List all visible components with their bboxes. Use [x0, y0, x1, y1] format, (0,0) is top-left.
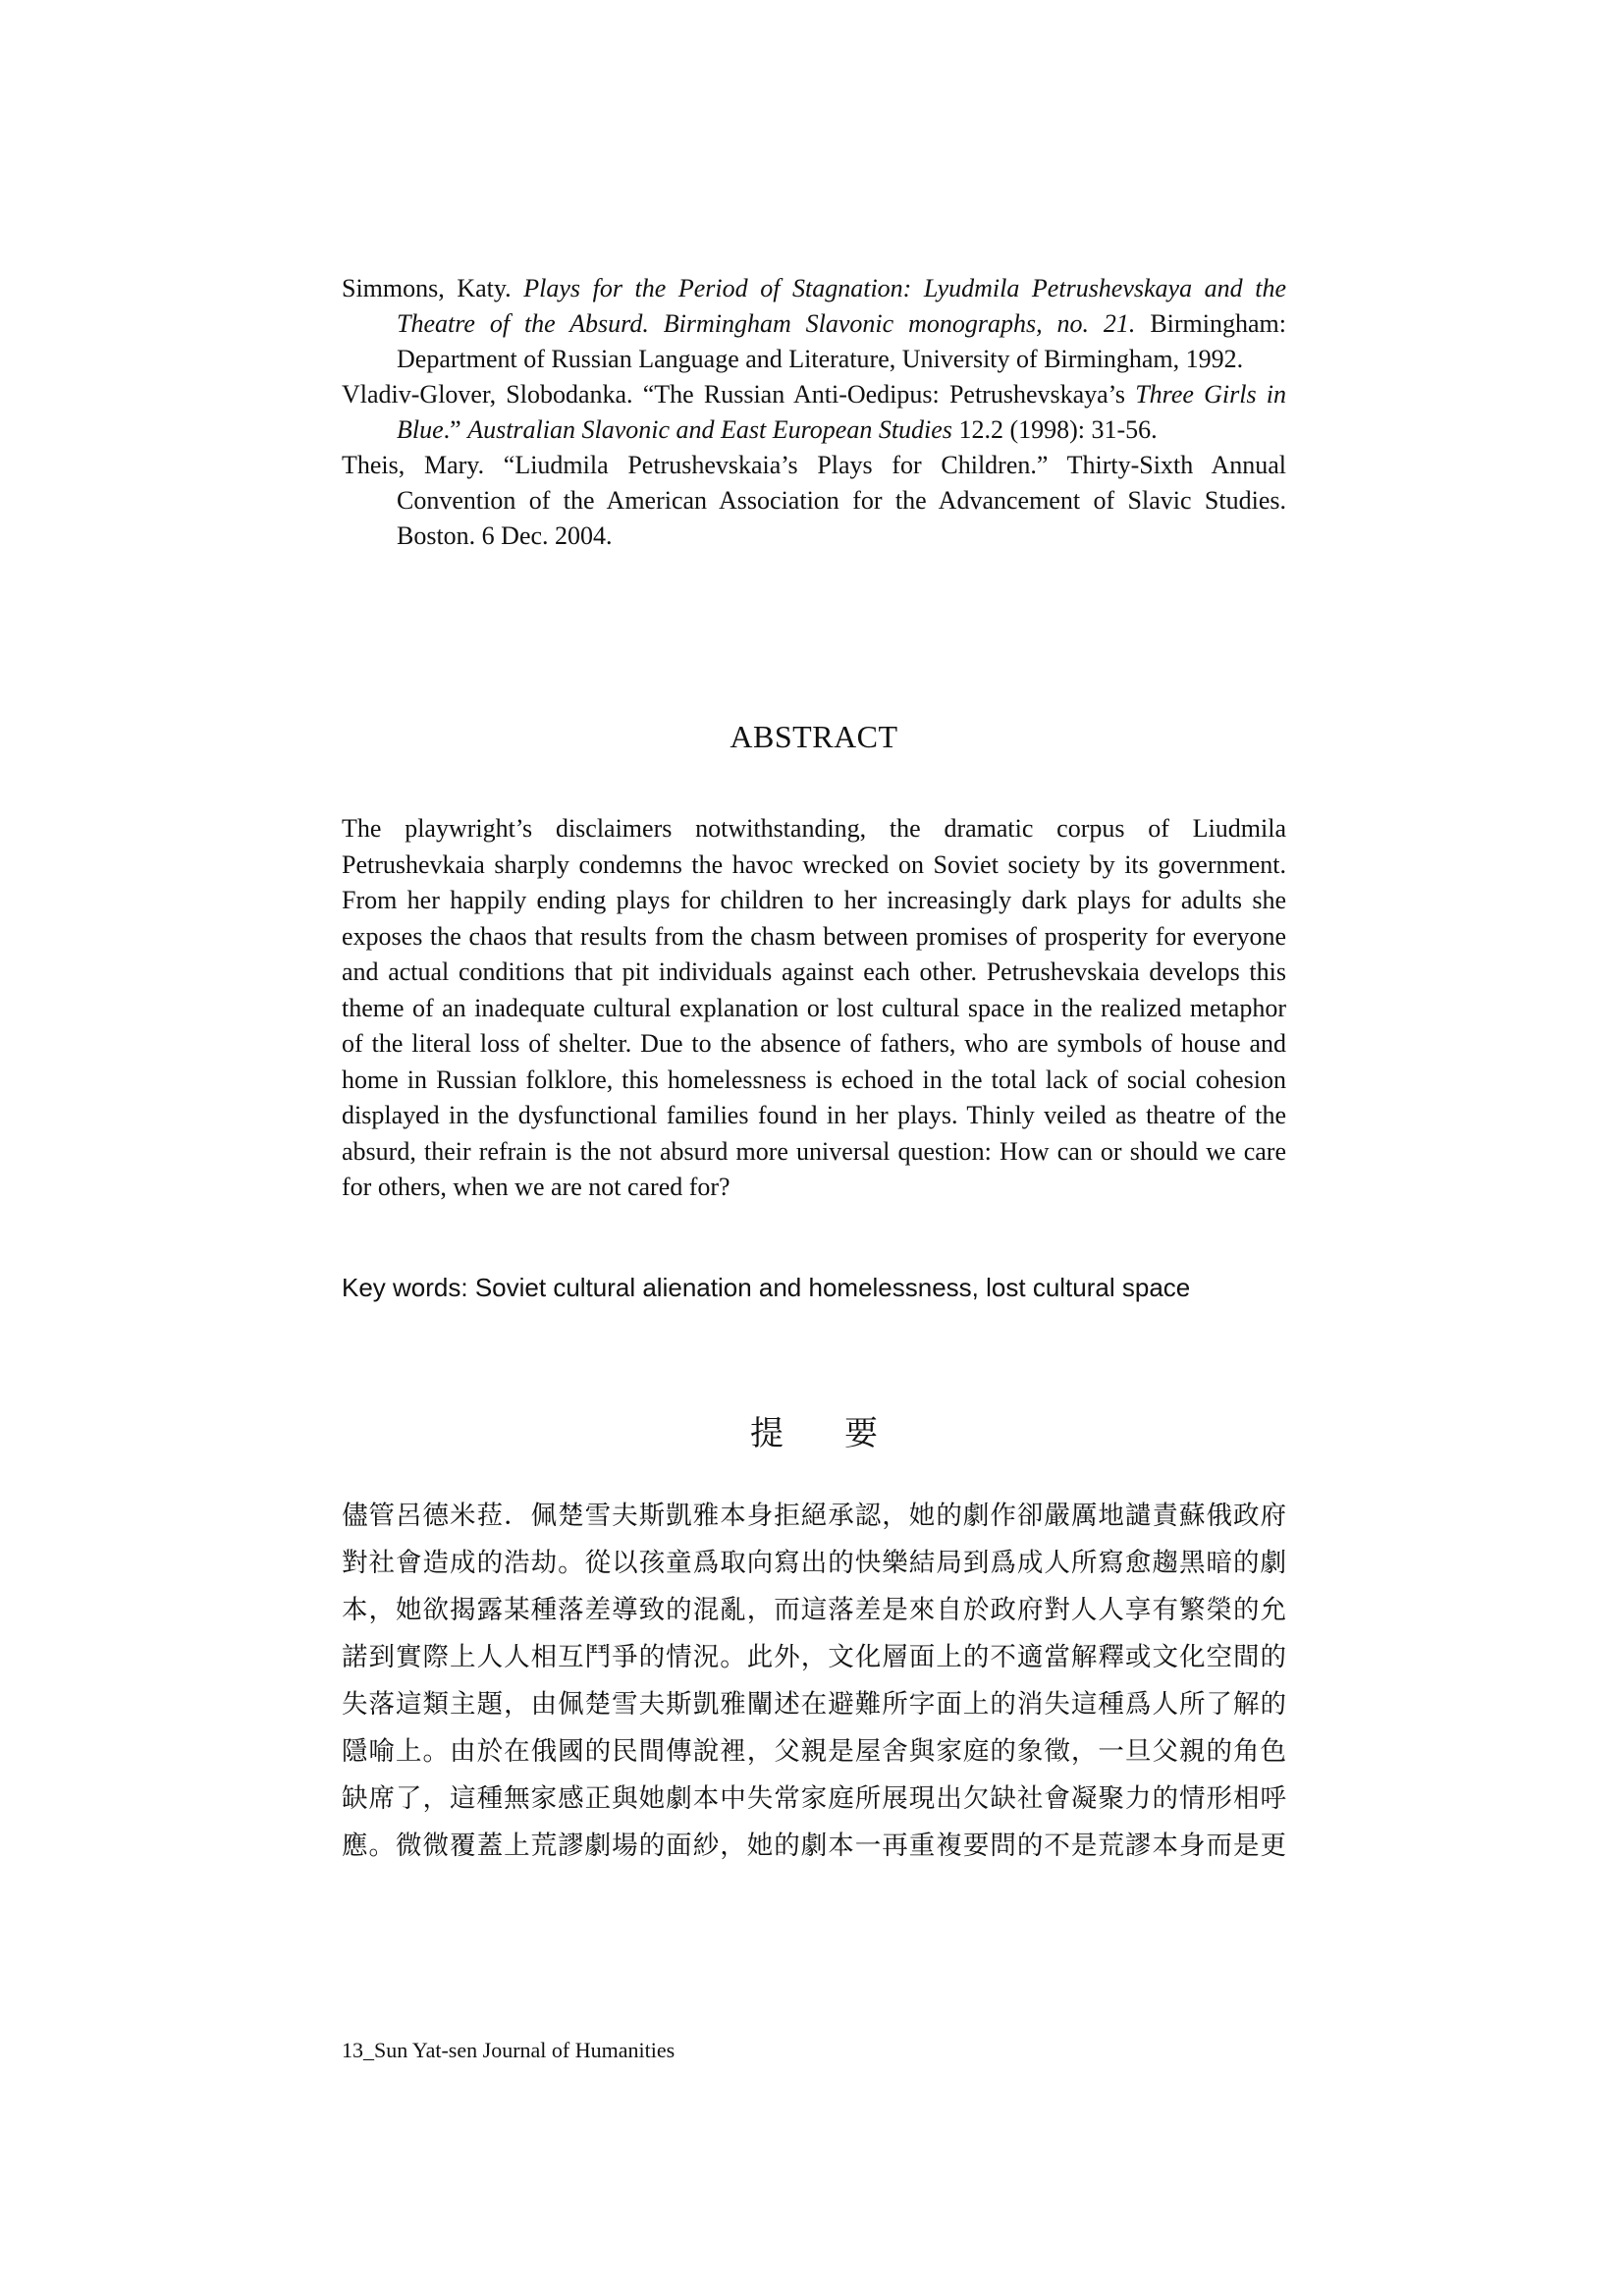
abstract-heading: ABSTRACT	[730, 719, 898, 754]
chinese-abstract-body	[342, 1493, 1286, 1870]
chinese-line: 缺席了，這種無家感正與她劇本中失常家庭所展現出欠缺社會凝聚力的情形相呼	[342, 1783, 1286, 1814]
chinese-abstract-heading: 提 要	[750, 1416, 878, 1452]
chinese-line: 儘管呂德米菈．佩楚雪夫斯凱雅本身拒絕承認，她的劇作卻嚴厲地譴責蘇俄政府	[342, 1501, 1286, 1531]
reference-entry: Vladiv-Glover, Slobodanka. “The Russian Anti-Oedipus: Petrushevskaya’s Three Girls in Blue.” Australian Slavonic and East European Studies 12.2 (1998): 31-56.	[342, 380, 1286, 444]
chinese-line: 應。微微覆蓋上荒謬劇場的面紗，她的劇本一再重複要問的不是荒謬本身而是更	[342, 1831, 1286, 1861]
page-footer: 13_Sun Yat-sen Journal of Humanities	[342, 2038, 676, 2062]
page-content	[342, 271, 1287, 1861]
keywords: Key words: Soviet cultural alienation and homelessness, lost cultural space	[342, 1273, 1191, 1302]
chinese-line: 諾到實際上人人相互鬥爭的情況。此外，文化層面上的不適當解釋或文化空間的	[342, 1642, 1286, 1672]
chinese-line: 失落這類主題，由佩楚雪夫斯凱雅闡述在避難所字面上的消失這種爲人所了解的	[342, 1689, 1286, 1720]
abstract-body: The playwright’s disclaimers notwithstanding, the dramatic corpus of Liudmila Petrushevkaia sharply condemns the havoc wrecked on Soviet society by its government. From her happily ending plays for children to her increasingly dark plays for adults she exposes the chaos that results from the chasm between promises of prosperity for everyone and actual conditions that pit individuals against each other. Petrushevskaia develops this theme of an inadequate cultural explanation or lost cultural space in the realized metaphor of the literal loss of shelter. Due to the absence of fathers, who are symbols of house and home in Russian folklore, this homelessness is echoed in the total lack of social cohesion displayed in the dysfunctional families found in her plays. Thinly veiled as theatre of the absurd, their refrain is the not absurd more universal question: How can or should we care for others, when we are not cared for?	[342, 814, 1286, 1201]
reference-entry: Theis, Mary. “Liudmila Petrushevskaia’s Plays for Children.” Thirty-Sixth Annual Convention of the American Association for the Advancement of Slavic Studies. Boston. 6 Dec. 2004.	[342, 451, 1286, 550]
chinese-line: 本，她欲揭露某種落差導致的混亂，而這落差是來自於政府對人人享有繁榮的允	[342, 1595, 1286, 1625]
reference-list	[342, 271, 1286, 554]
reference-entry: Simmons, Katy. Plays for the Period of Stagnation: Lyudmila Petrushevskaya and the Theatre of the Absurd. Birmingham Slavonic monographs, no. 21. Birmingham: Department of Russian Language and Literature, University of Birmingham, 1992.	[342, 274, 1287, 373]
chinese-line: 隱喻上。由於在俄國的民間傳說裡，父親是屋舍與家庭的象徵，一旦父親的角色	[342, 1736, 1286, 1767]
chinese-line: 對社會造成的浩劫。從以孩童爲取向寫出的快樂結局到爲成人所寫愈趨黑暗的劇	[342, 1548, 1286, 1578]
